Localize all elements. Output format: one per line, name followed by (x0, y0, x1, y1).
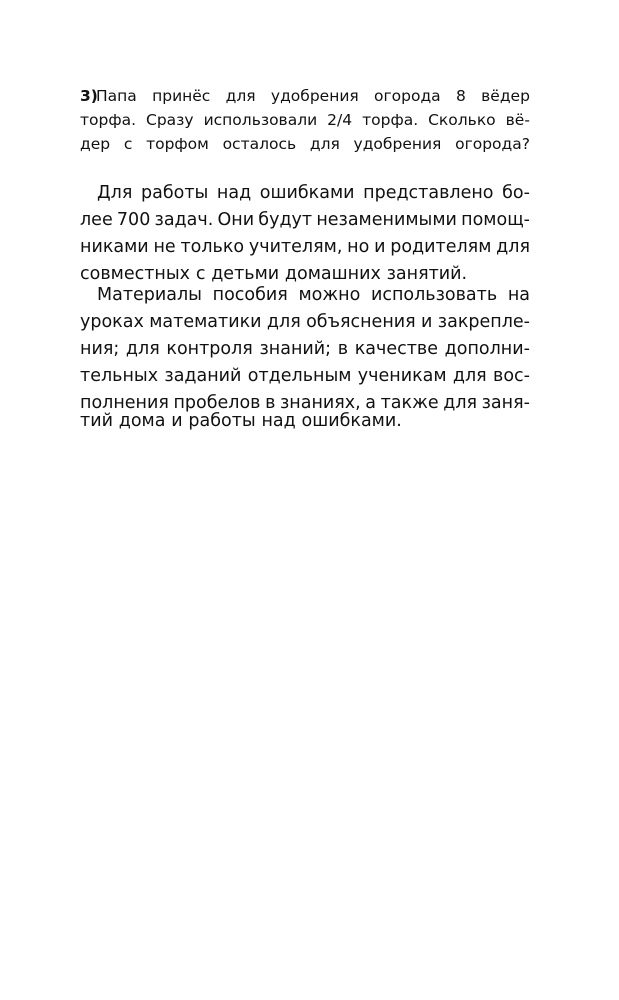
word: детьми (211, 264, 280, 284)
word: пробелов (173, 393, 261, 413)
word: пособия (212, 285, 288, 305)
word: Для (97, 183, 133, 203)
word: дер (80, 135, 111, 153)
word: и (374, 237, 386, 257)
word: уроках (80, 312, 144, 332)
word: работы (188, 411, 256, 431)
word: помощ- (461, 210, 530, 230)
word: объяснения (306, 312, 416, 332)
word: домашних (284, 264, 381, 284)
word: ошибками. (301, 411, 402, 431)
word: для (309, 135, 340, 153)
word: заданий (164, 366, 242, 386)
paragraph-line (80, 363, 530, 390)
word: совместных (80, 264, 191, 284)
paragraph-line (80, 207, 530, 234)
word: 8 (455, 87, 466, 105)
word: занятий. (386, 264, 468, 284)
word: только (180, 237, 245, 257)
word: знаниях, (279, 393, 361, 413)
word: незаменимыми (316, 210, 457, 230)
word: качестве (354, 339, 438, 359)
word: бо- (502, 183, 530, 203)
word: над (261, 411, 296, 431)
word: для (266, 312, 301, 332)
word: для (443, 393, 478, 413)
paragraph-line (97, 180, 530, 207)
word: тельных (80, 366, 159, 386)
word: Сколько (428, 111, 496, 129)
word: родителям (390, 237, 492, 257)
task-line (80, 132, 530, 157)
word: торфа. (80, 111, 137, 129)
word: знаний; (259, 339, 332, 359)
word: контроля (166, 339, 253, 359)
word: для (225, 87, 256, 105)
word: и (171, 411, 183, 431)
word: отдельным (247, 366, 352, 386)
word: осталось (222, 135, 297, 153)
paragraph-line (97, 282, 530, 309)
word: огорода (374, 87, 441, 105)
word: но (347, 237, 370, 257)
task-line (96, 84, 530, 109)
word: будут (258, 210, 313, 230)
word: для (125, 339, 160, 359)
word: никами (80, 237, 149, 257)
word: задач. (154, 210, 214, 230)
task-line (80, 108, 530, 133)
word: вёдер (481, 87, 530, 105)
paragraph-line (80, 336, 530, 363)
word: ния; (80, 339, 120, 359)
word: с (195, 264, 206, 284)
word: и (421, 312, 433, 332)
word: также (380, 393, 439, 413)
word: Они (217, 210, 255, 230)
word: работы (140, 183, 209, 203)
word: лее (80, 210, 113, 230)
word: с (123, 135, 133, 153)
word: удобрения (353, 135, 442, 153)
word: 700 (116, 210, 151, 230)
word: полнения (80, 393, 169, 413)
word: огорода? (455, 135, 530, 153)
word: принёс (152, 87, 211, 105)
word: не (153, 237, 176, 257)
word: для (496, 237, 530, 257)
word: использовали (203, 111, 318, 129)
word: вос- (493, 366, 530, 386)
word: Папа (96, 87, 137, 105)
word: можно (298, 285, 361, 305)
word: вё- (505, 111, 530, 129)
paragraph-line (80, 408, 530, 435)
word: для (452, 366, 487, 386)
word: ученикам (357, 366, 447, 386)
word: ошибками (259, 183, 355, 203)
word: торфом (146, 135, 209, 153)
word: тий (80, 411, 113, 431)
word: дома (118, 411, 166, 431)
word: Материалы (97, 285, 202, 305)
word: математики (149, 312, 262, 332)
word: 2/4 (327, 111, 353, 129)
paragraph-line (80, 234, 530, 261)
word: торфа. (362, 111, 419, 129)
word: а (365, 393, 377, 413)
word: учителям, (248, 237, 343, 257)
paragraph-line (80, 309, 530, 336)
word: удобрения (270, 87, 359, 105)
word: дополни- (444, 339, 530, 359)
word: использовать (370, 285, 498, 305)
word: в (265, 393, 276, 413)
word: Сразу (146, 111, 194, 129)
word: закрепле- (437, 312, 530, 332)
task-number: 3) (80, 87, 98, 105)
word: в (337, 339, 349, 359)
word: над (216, 183, 252, 203)
word: заня- (481, 393, 530, 413)
word: на (507, 285, 530, 305)
word: представлено (363, 183, 494, 203)
